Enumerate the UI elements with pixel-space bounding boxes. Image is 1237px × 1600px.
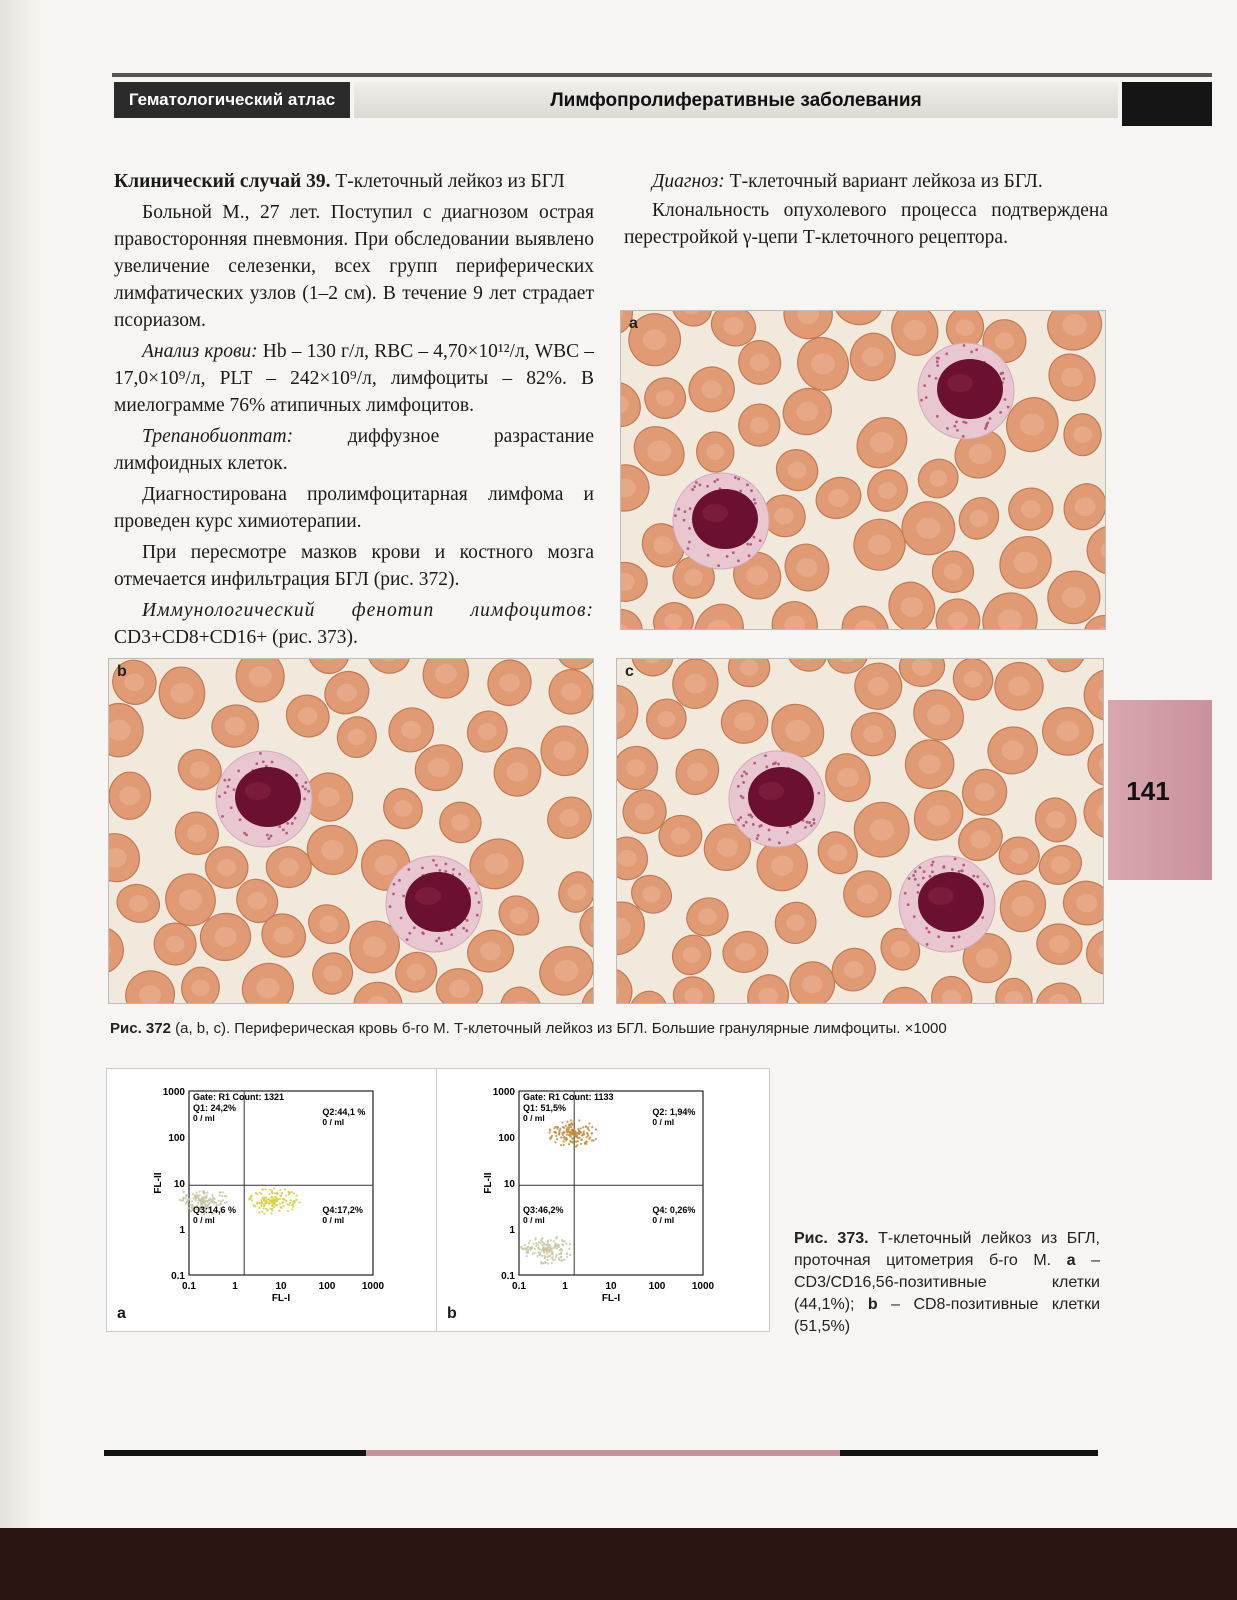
gate-label: Gate: R1 Count: 1133: [523, 1092, 614, 1102]
x-tick-label: 100: [648, 1281, 666, 1292]
y-tick-label: 1000: [162, 1087, 185, 1098]
quadrant-unit: 0 / ml: [193, 1113, 215, 1123]
flow-plot-a: [106, 1068, 438, 1332]
red-blood-cell: [266, 846, 312, 888]
trephine-paragraph: [114, 423, 594, 477]
y-tick-label: 100: [498, 1133, 515, 1144]
x-axis-label: FL-I: [271, 1293, 291, 1304]
page-bottom-shadow: [0, 1528, 1237, 1600]
flow-label-a: a: [117, 1305, 126, 1322]
large-granular-lymphocyte: [899, 856, 995, 952]
large-granular-lymphocyte: [216, 751, 312, 847]
x-tick-label: 10: [605, 1281, 617, 1292]
quadrant-unit: 0 / ml: [652, 1117, 675, 1127]
plot-frame: [189, 1091, 373, 1275]
running-head-left: Гематологический атлас: [114, 82, 350, 118]
blood-text: Hb – 130 г/л, RBC – 4,70×10¹²/л, WBC – 17,0×10⁹/л, PLT – 242×10⁹/л, лимфоциты – 82%. В миелограмме 76% атипичных лимфоцитов.: [114, 341, 594, 416]
figure-373-b: b: [867, 1296, 878, 1313]
trephine-text: диффузное разрастание лимфоидных клеток.: [114, 426, 594, 474]
y-tick-label: 10: [503, 1179, 515, 1190]
gate-label: Gate: R1 Count: 1321: [193, 1092, 285, 1102]
quadrant-unit: 0 / ml: [322, 1214, 345, 1225]
y-tick-label: 0.1: [501, 1271, 515, 1282]
large-granular-lymphocyte: [729, 751, 825, 847]
header-rule: [112, 73, 1212, 77]
figure-373-caption: [794, 1228, 1100, 1338]
figure-373-text: Т-клеточный лейкоз из БГЛ, проточная цитометрия б-го М.: [794, 1230, 1100, 1269]
page-number: 141: [1126, 776, 1170, 806]
page-binding-edge: [0, 0, 42, 1600]
x-tick-label: 0.1: [182, 1281, 196, 1292]
case-subtitle: Т-клеточный лейкоз из БГЛ: [330, 171, 565, 192]
y-axis-label: FL-II: [153, 1172, 164, 1194]
trephine-label: Трепанобиоптат:: [142, 426, 294, 447]
quadrant-label: Q4:17,2%: [322, 1204, 363, 1215]
micrograph-a: [620, 310, 1106, 630]
micrograph-b: [108, 658, 594, 1004]
figure-373-a: a: [1066, 1252, 1076, 1269]
diagnosis-text: Т-клеточный вариант лейкоза из БГЛ.: [724, 171, 1043, 192]
quadrant-unit: 0 / ml: [322, 1117, 345, 1127]
running-head-right: Лимфопролиферативные заболевания: [354, 82, 1118, 118]
y-tick-label: 1: [509, 1225, 515, 1236]
figure-373-a-text: – CD3/CD16,56-позитивные клетки (44,1%);: [794, 1252, 1101, 1313]
x-tick-label: 1: [232, 1281, 238, 1292]
micrograph-c: [616, 658, 1104, 1004]
blood-label: Анализ крови:: [142, 341, 258, 362]
quadrant-label: Q1: 51,5%: [523, 1103, 567, 1113]
x-tick-label: 1000: [691, 1281, 715, 1292]
x-tick-label: 10: [275, 1281, 287, 1292]
footer-rule-middle: [366, 1450, 840, 1456]
immuno-paragraph: [114, 597, 594, 651]
quadrant-unit: 0 / ml: [523, 1214, 545, 1225]
panel-letter-c: c: [625, 663, 634, 680]
quadrant-unit: 0 / ml: [193, 1214, 215, 1225]
quadrant-label: Q4: 0,26%: [652, 1204, 696, 1215]
case-heading: [114, 168, 594, 195]
header-block: [1122, 82, 1212, 126]
quadrant-label: Q2: 1,94%: [652, 1107, 696, 1117]
review-paragraph: При пересмотре мазков крови и костного мозга отмечается инфильтрация БГЛ (рис. 372).: [114, 542, 594, 590]
x-axis-label: FL-I: [601, 1293, 621, 1304]
flow-label-b: b: [447, 1305, 457, 1322]
patient-paragraph: Больной М., 27 лет. Поступил с диагнозом острая правосторонняя пневмония. При обследовании выявлено увеличение селезенки, всех групп периферических лимфатических узлов (1–2 см). В течение 9 лет страдает псориазом.: [114, 202, 594, 331]
diagnosis-line: [624, 168, 1108, 195]
diagnosis-label: Диагноз:: [652, 171, 725, 192]
y-tick-label: 1: [179, 1225, 185, 1236]
figure-372-caption: [110, 1020, 1110, 1037]
left-column: [114, 168, 594, 651]
y-tick-label: 10: [173, 1179, 185, 1190]
case-title: Клинический случай 39.: [114, 171, 331, 192]
quadrant-unit: 0 / ml: [652, 1214, 675, 1225]
flow-plot-b: [436, 1068, 770, 1332]
immuno-text: CD3+CD8+CD16+ (рис. 373).: [114, 627, 358, 648]
immuno-label: Иммунологический фенотип лимфоцитов:: [142, 600, 594, 621]
y-axis-label: FL-II: [483, 1172, 494, 1194]
figure-373-label: Рис. 373.: [794, 1230, 869, 1247]
footer-rule-right: [840, 1450, 1098, 1456]
diagnosis-paragraph: Диагностирована пролимфоцитарная лимфома и проведен курс химиотерапии.: [114, 484, 594, 532]
y-tick-label: 0.1: [171, 1271, 185, 1282]
blood-paragraph: [114, 338, 594, 419]
quadrant-unit: 0 / ml: [523, 1113, 545, 1123]
large-granular-lymphocyte: [386, 856, 482, 952]
panel-letter-a: a: [629, 315, 638, 332]
quadrant-label: Q3:14,6 %: [193, 1204, 237, 1215]
footer-rule-left: [104, 1450, 366, 1456]
figure-372-text: (a, b, c). Периферическая кровь б-го М. Т-клеточный лейкоз из БГЛ. Большие гранулярные лимфоциты. ×1000: [170, 1020, 947, 1037]
x-tick-label: 0.1: [512, 1281, 526, 1292]
x-tick-label: 1: [562, 1281, 568, 1292]
x-tick-label: 1000: [361, 1281, 385, 1292]
large-granular-lymphocyte: [673, 473, 769, 569]
quadrant-label: Q2:44,1 %: [322, 1107, 366, 1117]
right-column: [624, 168, 1108, 251]
large-granular-lymphocyte: [918, 343, 1014, 439]
panel-letter-b: b: [117, 663, 127, 680]
y-tick-label: 100: [168, 1133, 185, 1144]
figure-373-b-text: – CD8-позитивные клетки (51,5%): [794, 1296, 1101, 1335]
y-tick-label: 1000: [492, 1087, 515, 1098]
clonality-paragraph: Клональность опухолевого процесса подтверждена перестройкой γ-цепи Т-клеточного рецептора.: [624, 200, 1108, 248]
quadrant-label: Q3:46,2%: [523, 1204, 564, 1215]
red-blood-cell: [1064, 413, 1102, 456]
quadrant-label: Q1: 24,2%: [193, 1103, 237, 1113]
figure-372-label: Рис. 372: [110, 1020, 171, 1037]
x-tick-label: 100: [318, 1281, 336, 1292]
